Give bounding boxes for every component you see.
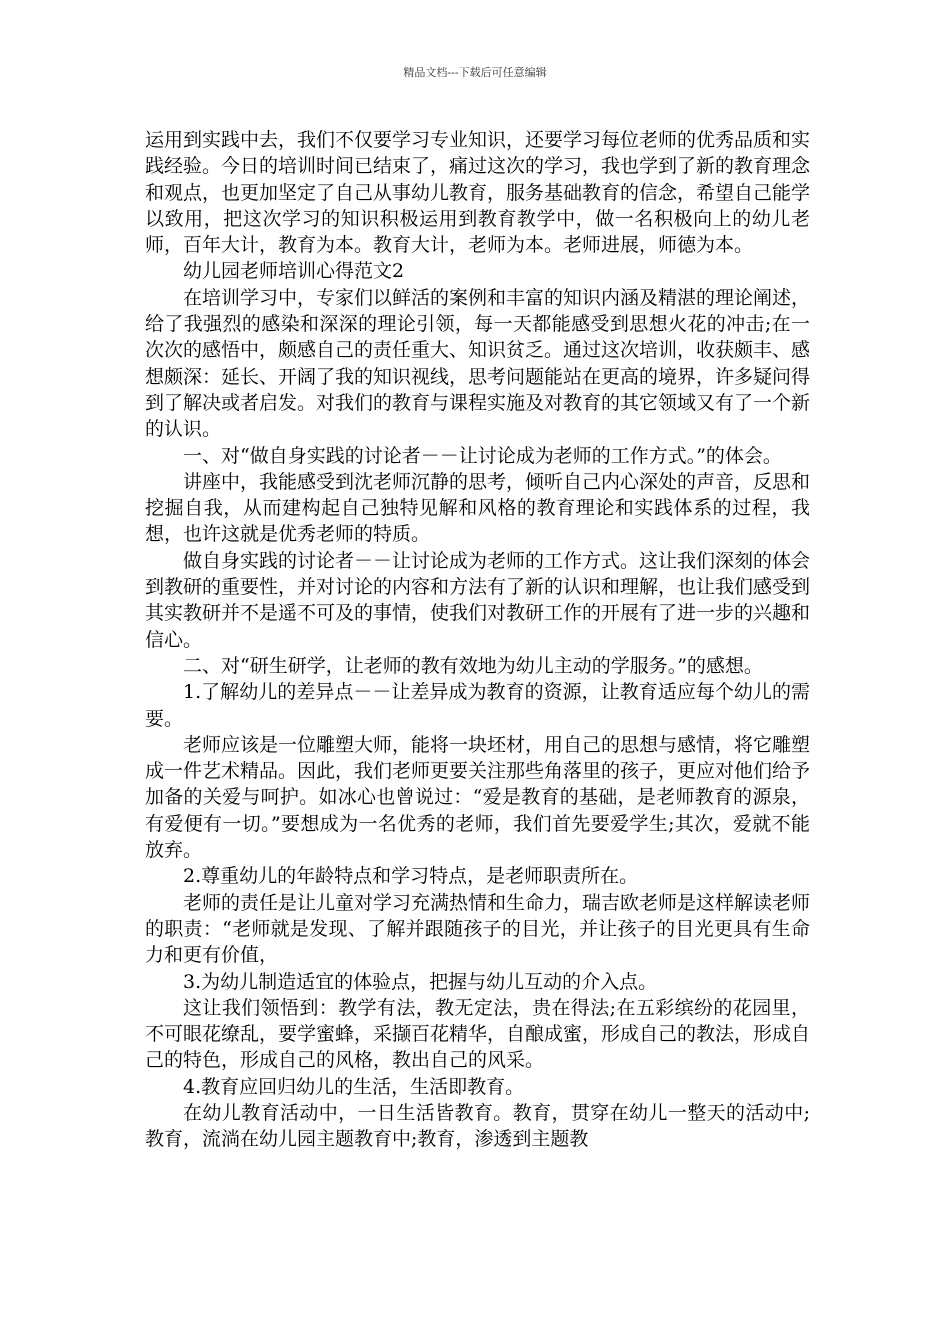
section-heading: 一、对“做自身实践的讨论者－－让讨论成为老师的工作方式。”的体会。 xyxy=(183,444,782,467)
paragraph: 做自身实践的讨论者－－让讨论成为老师的工作方式。这让我们深刻的体会到教研的重要性，并对讨论的内容和方法有了新的认识和理解，也让我们感受到其实教研并不是遥不可及的事情，使我们对教研工作的开展有了进一步的兴趣和信心。 xyxy=(145,549,811,651)
list-item: 1.了解幼儿的差异点－－让差异成为教育的资源，让教育适应每个幼儿的需要。 xyxy=(145,681,810,730)
document-body xyxy=(145,127,810,1153)
paragraph: 在幼儿教育活动中，一日生活皆教育。教育，贯穿在幼儿一整天的活动中;教育，流淌在幼儿园主题教育中;教育，渗透到主题教 xyxy=(145,1101,810,1151)
page-header: 精品文档---下载后可任意编辑 xyxy=(403,66,547,79)
section-heading: 二、对“研生研学，让老师的教有效地为幼儿主动的学服务。”的感想。 xyxy=(183,654,763,677)
paragraph: 在培训学习中，专家们以鲜活的案例和丰富的知识内涵及精湛的理论阐述，给了我强烈的感染和深深的理论引领，每一天都能感受到思想火花的冲击;在一次次的感悟中，颇感自己的责任重大、知识贫乏。通过这次培训，收获颇丰、感想颇深：延长、开阔了我的知识视线，思考问题能站在更高的境界，许多疑问得到了解决或者启发。对我们的教育与课程实施及对教育的其它领域又有了一个新的认识。 xyxy=(145,286,811,441)
paragraph: 讲座中，我能感受到沈老师沉静的思考，倾听自己内心深处的声音，反思和挖掘自我，从而建构起自己独特见解和风格的教育理论和实践体系的过程，我想，也许这就是优秀老师的特质。 xyxy=(145,470,811,546)
paragraph-continuation: 运用到实践中去，我们不仅要学习专业知识，还要学习每位老师的优秀品质和实践经验。今日的培训时间已结束了，痛过这次的学习，我也学到了新的教育理念和观点，也更加坚定了自己从事幼儿教育，服务基础教育的信念，希望自己能学以致用，把这次学习的知识积极运用到教育教学中，做一名积极向上的幼儿老师，百年大计，教育为本。教育大计，老师为本。老师进展，师德为本。 xyxy=(145,129,811,257)
paragraph: 老师的责任是让儿童对学习充满热情和生命力，瑞吉欧老师是这样解读老师的职责：“老师就是发现、了解并跟随孩子的目光，并让孩子的目光更具有生命力和更有价值， xyxy=(145,891,811,967)
list-item: 4.教育应回归幼儿的生活，生活即教育。 xyxy=(183,1075,525,1098)
paragraph: 老师应该是一位雕塑大师，能将一块坯材，用自己的思想与感情，将它雕塑成一件艺术精品。因此，我们老师更要关注那些角落里的孩子，更应对他们给予加备的关爱与呵护。如冰心也曾说过：“爱是教育的基础，是老师教育的源泉，有爱便有一切。”要想成为一名优秀的老师，我们首先要爱学生;其次，爱就不能放弃。 xyxy=(145,733,811,862)
list-item: 3.为幼儿制造适宜的体验点，把握与幼儿互动的介入点。 xyxy=(183,970,658,993)
section-title: 幼儿园老师培训心得范文2 xyxy=(183,260,405,283)
paragraph: 这让我们领悟到：教学有法，教无定法，贵在得法;在五彩缤纷的花园里，不可眼花缭乱，要学蜜蜂，采撷百花精华，自酿成蜜，形成自己的教法，形成自己的特色，形成自己的风格，教出自己的风采。 xyxy=(145,996,811,1072)
list-item: 2.尊重幼儿的年龄特点和学习特点，是老师职责所在。 xyxy=(183,865,639,888)
